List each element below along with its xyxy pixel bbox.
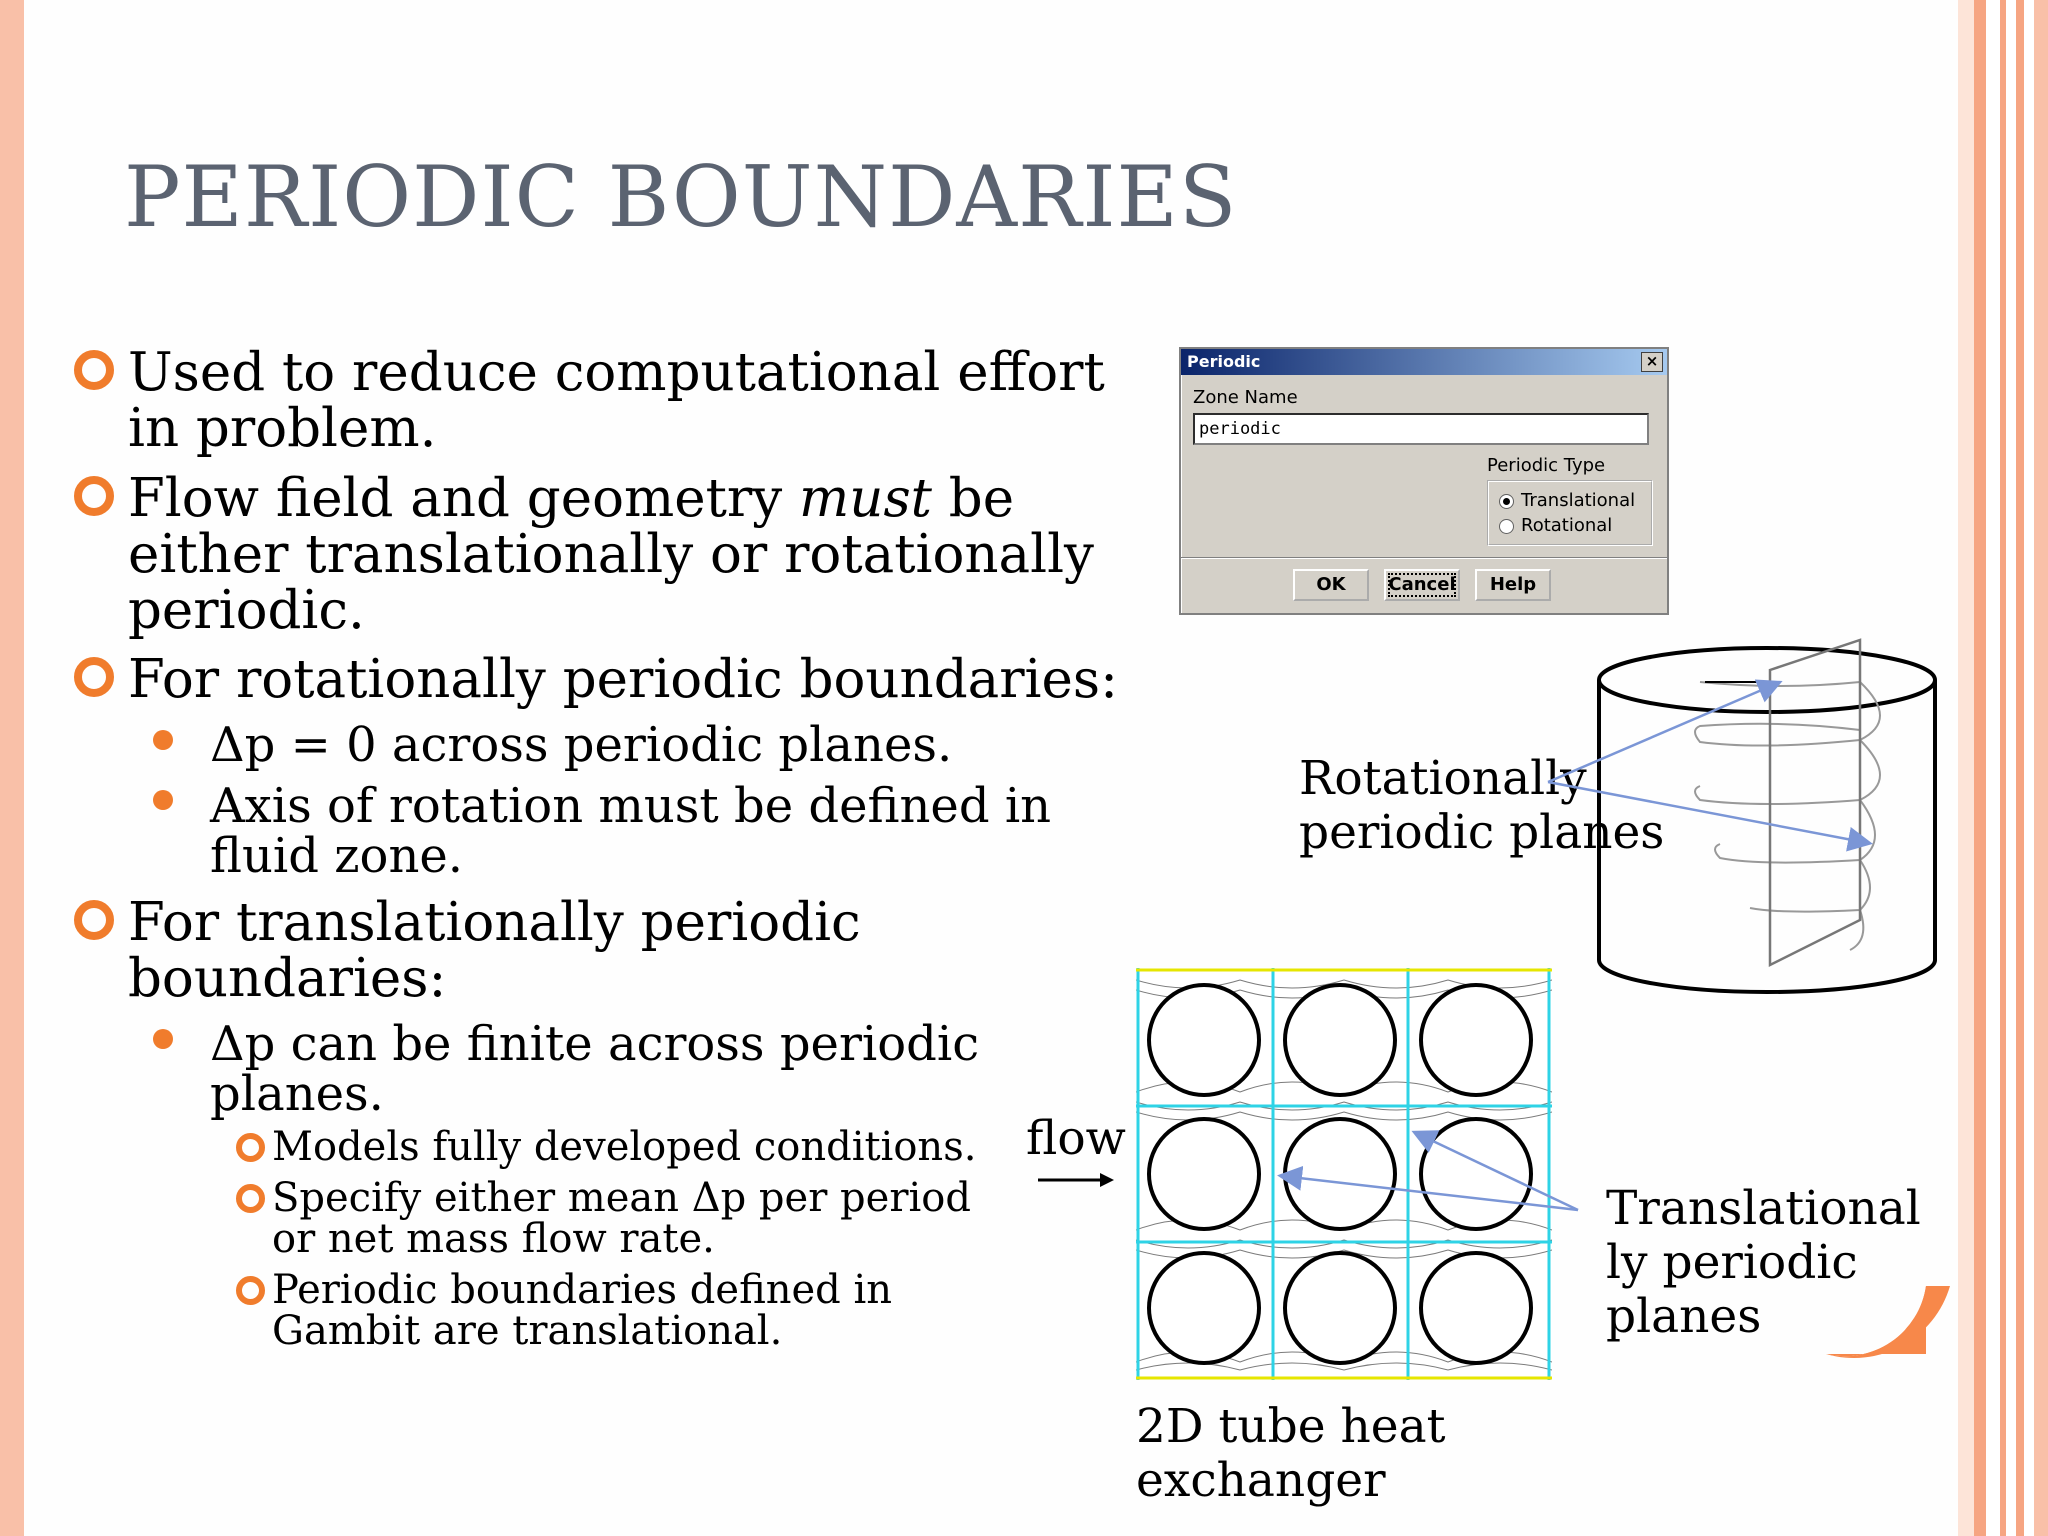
right-stripe [2006, 0, 2016, 1536]
dialog-separator [1181, 557, 1667, 559]
right-stripe [1958, 0, 1974, 1536]
bullet-text: For translationally periodic boundaries: [128, 892, 861, 1009]
bullet-dot-icon [153, 1029, 173, 1049]
sub-bullet-text: Δp can be finite across periodic planes. [210, 1016, 980, 1122]
help-button[interactable]: Help [1475, 569, 1551, 601]
bullet-ring-small-icon [236, 1184, 265, 1213]
bullet-dot-icon [153, 730, 173, 750]
rotational-planes-label: Rotationally periodic planes [1299, 751, 1665, 860]
zone-name-label: Zone Name [1193, 387, 1298, 408]
bullet-text: Used to reduce computational effort in problem. [128, 342, 1105, 459]
right-stripe [2034, 0, 2048, 1536]
translational-planes-label: Translational ly periodic planes [1606, 1181, 1921, 1344]
left-frame-border [0, 0, 24, 1536]
flow-arrow-icon [1036, 1168, 1116, 1192]
sub-bullet-text: Δp = 0 across periodic planes. [210, 717, 953, 773]
zone-name-field[interactable]: periodic [1193, 413, 1649, 445]
cancel-button[interactable]: Cancel [1384, 569, 1460, 601]
tube-heat-exchanger-figure [1136, 968, 1552, 1380]
rotational-label: Rotational [1521, 515, 1613, 536]
bullet-text: Flow field and geometry must be either translationally or rotationally periodic. [128, 468, 1094, 641]
translational-label: Translational [1521, 490, 1636, 511]
translational-radio[interactable] [1499, 494, 1514, 509]
right-stripe [1986, 0, 2000, 1536]
periodic-type-label: Periodic Type [1487, 455, 1606, 476]
orange-corner-decoration [1826, 1286, 1952, 1406]
bullet-ring-icon [74, 350, 114, 390]
close-icon[interactable]: × [1641, 352, 1663, 372]
right-stripe [2024, 0, 2034, 1536]
heat-exchanger-caption: 2D tube heat exchanger [1136, 1399, 1446, 1508]
dialog-title-bar [1181, 349, 1667, 375]
sub-sub-bullet-text: Models fully developed conditions. [272, 1124, 977, 1170]
bullet-ring-small-icon [236, 1133, 265, 1162]
ok-button[interactable]: OK [1293, 569, 1369, 601]
right-stripe [1974, 0, 1986, 1536]
bullet-text: For rotationally periodic boundaries: [128, 649, 1118, 710]
rotational-radio[interactable] [1499, 519, 1514, 534]
right-stripe [2016, 0, 2024, 1536]
bullet-ring-icon [74, 476, 114, 516]
slide-title: PERIODIC BOUNDARIES [124, 148, 1238, 246]
flow-label: flow [1026, 1111, 1126, 1166]
sub-bullet-text: Axis of rotation must be defined in fluid zone. [210, 778, 1052, 884]
bullet-ring-small-icon [236, 1276, 265, 1305]
sub-sub-bullet-text: Periodic boundaries defined in Gambit are translational. [272, 1267, 893, 1354]
bullet-ring-icon [74, 657, 114, 697]
sub-sub-bullet-text: Specify either mean Δp per period or net mass flow rate. [272, 1175, 971, 1262]
bullet-ring-icon [74, 900, 114, 940]
bullet-dot-icon [153, 790, 173, 810]
periodic-type-group [1487, 480, 1653, 546]
periodic-dialog [1179, 347, 1669, 615]
dialog-title: Periodic [1187, 352, 1261, 371]
